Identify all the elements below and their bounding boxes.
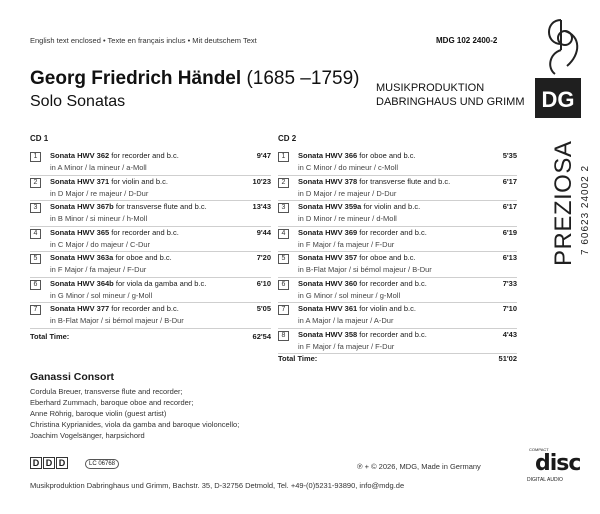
track-row — [278, 150, 517, 176]
cd-logo-mark: disc — [535, 451, 581, 476]
track-key: in F Major / fa majeur / F-Dur — [298, 341, 395, 351]
track-scoring: for oboe and b.c. — [359, 151, 416, 160]
track-key: in F Major / fa majeur / F-Dur — [50, 265, 147, 274]
track-duration: 6'10 — [256, 278, 271, 288]
track-row — [30, 252, 271, 278]
track-title — [50, 304, 179, 313]
track-duration: 6'17 — [502, 202, 517, 211]
track-scoring: for violin and b.c. — [363, 202, 421, 211]
track-number: 4 — [278, 229, 289, 239]
brand-series: PREZIOSA — [550, 140, 577, 266]
cd1-total — [30, 332, 271, 341]
track-scoring: for recorder and b.c. — [111, 227, 179, 237]
label-line-1: MUSIKPRODUKTION — [376, 82, 485, 94]
composer-dates: (1685 –1759) — [246, 68, 360, 89]
track-work: Sonata HWV 364b — [50, 278, 114, 288]
track-key: in G Minor / sol mineur / g-Moll — [298, 290, 401, 300]
track-row — [30, 303, 271, 329]
track-row — [278, 252, 517, 278]
cd2-total-label: Total Time: — [278, 354, 318, 363]
track-scoring: for viola da gamba and b.c. — [115, 278, 207, 288]
performer: Joachim Vogelsänger, harpsichord — [30, 431, 145, 440]
track-scoring: for transverse flute and b.c. — [115, 202, 207, 211]
language-notice: English text enclosed • Texte en français inclus • Mit deutschem Text — [30, 36, 257, 45]
track-key: in A Minor / la mineur / a-Moll — [50, 163, 147, 172]
track-key: in F Major / fa majeur / F-Dur — [298, 239, 395, 249]
track-number: 8 — [278, 331, 289, 341]
track-key: in D Major / re majeur / D-Dur — [50, 188, 149, 198]
track-row — [30, 176, 271, 202]
track-work: Sonata HWV 361 — [298, 304, 358, 313]
track-scoring: for violin and b.c. — [111, 176, 168, 186]
track-work: Sonata HWV 358 — [298, 329, 358, 339]
cd2-total — [278, 354, 517, 363]
cd-logo-bottom: DIGITAL AUDIO — [527, 477, 563, 483]
ensemble-name: Ganassi Consort — [30, 371, 115, 383]
track-title — [298, 177, 450, 186]
composer-title — [30, 68, 359, 90]
track-work: Sonata HWV 363a — [50, 253, 114, 262]
track-number: 7 — [30, 305, 41, 315]
track-scoring: for oboe and b.c. — [115, 253, 172, 262]
track-duration: 6'13 — [502, 253, 517, 262]
track-work: Sonata HWV 357 — [298, 253, 358, 262]
track-duration: 9'44 — [256, 227, 271, 237]
track-title — [298, 253, 416, 262]
cd1-total-time: 62'54 — [252, 332, 271, 341]
track-key: in B Minor / si mineur / h-Moll — [50, 214, 148, 223]
track-key: in D Major / re majeur / D-Dur — [298, 188, 397, 198]
work-title: Solo Sonatas — [30, 93, 126, 110]
catalog-number: MDG 102 2400-2 — [436, 36, 498, 45]
track-scoring: for recorder and b.c. — [111, 304, 179, 313]
ddd-letter: D — [56, 457, 68, 469]
track-work: Sonata HWV 366 — [298, 151, 358, 160]
track-duration: 7'20 — [256, 253, 271, 262]
track-duration: 5'35 — [502, 151, 517, 160]
track-duration: 13'43 — [252, 202, 271, 211]
track-number: 5 — [30, 254, 41, 264]
cd2-heading: CD 2 — [278, 134, 297, 143]
track-duration: 9'47 — [256, 151, 271, 160]
cd1-total-label: Total Time: — [30, 332, 70, 341]
track-row — [278, 176, 517, 202]
track-scoring: for recorder and b.c. — [359, 329, 427, 339]
track-work: Sonata HWV 360 — [298, 278, 358, 288]
track-duration: 4'43 — [502, 329, 517, 339]
track-duration: 7'33 — [502, 278, 517, 288]
ddd-letter: D — [43, 457, 55, 469]
cd-logo-top: COMPACT — [529, 447, 549, 452]
track-title — [50, 151, 179, 160]
track-number: 3 — [278, 203, 289, 213]
track-title — [298, 202, 420, 211]
track-key: in C Major / do majeur / C-Dur — [50, 239, 151, 249]
track-number: 2 — [278, 178, 289, 188]
performer: Eberhard Zummach, baroque oboe and recorder; — [30, 398, 194, 407]
track-key: in C Minor / do mineur / c-Moll — [298, 163, 399, 172]
performer: Cordula Breuer, transverse flute and recorder; — [30, 387, 183, 396]
track-title — [50, 228, 179, 237]
track-number: 6 — [30, 280, 41, 290]
track-scoring: for recorder and b.c. — [359, 227, 427, 237]
track-duration: 6'19 — [502, 227, 517, 237]
track-key: in A Major / la majeur / A-Dur — [298, 316, 394, 325]
track-title — [50, 253, 172, 262]
track-scoring: for transverse flute and b.c. — [359, 176, 451, 186]
track-key: in B-Flat Major / si bémol majeur / B-Dur — [298, 265, 432, 274]
track-number: 1 — [30, 152, 41, 162]
track-work: Sonata HWV 367b — [50, 202, 114, 211]
composer-name: Georg Friedrich Händel — [30, 68, 242, 89]
brand-mark: DG — [541, 87, 575, 112]
track-scoring: for oboe and b.c. — [359, 253, 416, 262]
track-work: Sonata HWV 359a — [298, 202, 362, 211]
track-number: 1 — [278, 152, 289, 162]
performer: Anne Röhrig, baroque violin (guest artist) — [30, 409, 167, 418]
track-key: in B-Flat Major / si bémol majeur / B-Dur — [50, 316, 184, 325]
track-title — [50, 279, 206, 288]
preziosa-brand-logo — [531, 18, 583, 268]
cd1-heading: CD 1 — [30, 134, 49, 143]
ddd-code — [30, 457, 68, 469]
publisher-address: Musikproduktion Dabringhaus und Grimm, Bachstr. 35, D-32756 Detmold, Tel. +49-(0)5231-93890, info@mdg.de — [30, 481, 405, 490]
track-duration: 10'23 — [252, 176, 271, 186]
ddd-letter: D — [30, 457, 42, 469]
cd1-tracklist — [30, 150, 271, 329]
track-title — [50, 202, 207, 211]
track-scoring: for violin and b.c. — [359, 304, 416, 313]
barcode-number: 7 60623 24002 2 — [580, 164, 591, 255]
track-number: 7 — [278, 305, 289, 315]
track-work: Sonata HWV 369 — [298, 227, 358, 237]
track-key: in D Minor / re mineur / d-Moll — [298, 214, 397, 223]
track-title — [50, 177, 168, 186]
track-row — [278, 227, 517, 253]
performer-list — [30, 386, 239, 441]
label-code: LC 06768 — [85, 459, 119, 469]
track-row — [278, 329, 517, 355]
track-work: Sonata HWV 377 — [50, 304, 110, 313]
track-work: Sonata HWV 365 — [50, 227, 110, 237]
cd2-total-time: 51'02 — [498, 354, 517, 363]
track-row — [278, 278, 517, 304]
track-row — [30, 150, 271, 176]
compact-disc-logo — [527, 447, 581, 485]
track-row — [30, 278, 271, 304]
track-row — [30, 201, 271, 227]
track-scoring: for recorder and b.c. — [359, 278, 427, 288]
track-scoring: for recorder and b.c. — [111, 151, 179, 160]
track-row — [278, 303, 517, 329]
cd2-tracklist — [278, 150, 517, 354]
track-title — [298, 151, 416, 160]
track-work: Sonata HWV 378 — [298, 176, 358, 186]
track-number: 5 — [278, 254, 289, 264]
track-duration: 6'17 — [502, 176, 517, 186]
track-title — [298, 228, 427, 237]
track-number: 2 — [30, 178, 41, 188]
track-number: 4 — [30, 229, 41, 239]
copyright: ℗ + © 2026, MDG, Made in Germany — [357, 462, 481, 471]
label-line-2: DABRINGHAUS UND GRIMM — [376, 96, 525, 108]
track-title — [298, 279, 427, 288]
track-row — [278, 201, 517, 227]
track-duration: 5'05 — [256, 304, 271, 313]
performer: Christina Kyprianides, viola da gamba and baroque violoncello; — [30, 420, 240, 429]
track-work: Sonata HWV 362 — [50, 151, 110, 160]
track-row — [30, 227, 271, 253]
track-duration: 7'10 — [502, 304, 517, 313]
track-title — [298, 304, 416, 313]
track-key: in G Minor / sol mineur / g-Moll — [50, 290, 153, 300]
track-number: 6 — [278, 280, 289, 290]
track-work: Sonata HWV 371 — [50, 176, 110, 186]
track-number: 3 — [30, 203, 41, 213]
track-title — [298, 330, 427, 339]
